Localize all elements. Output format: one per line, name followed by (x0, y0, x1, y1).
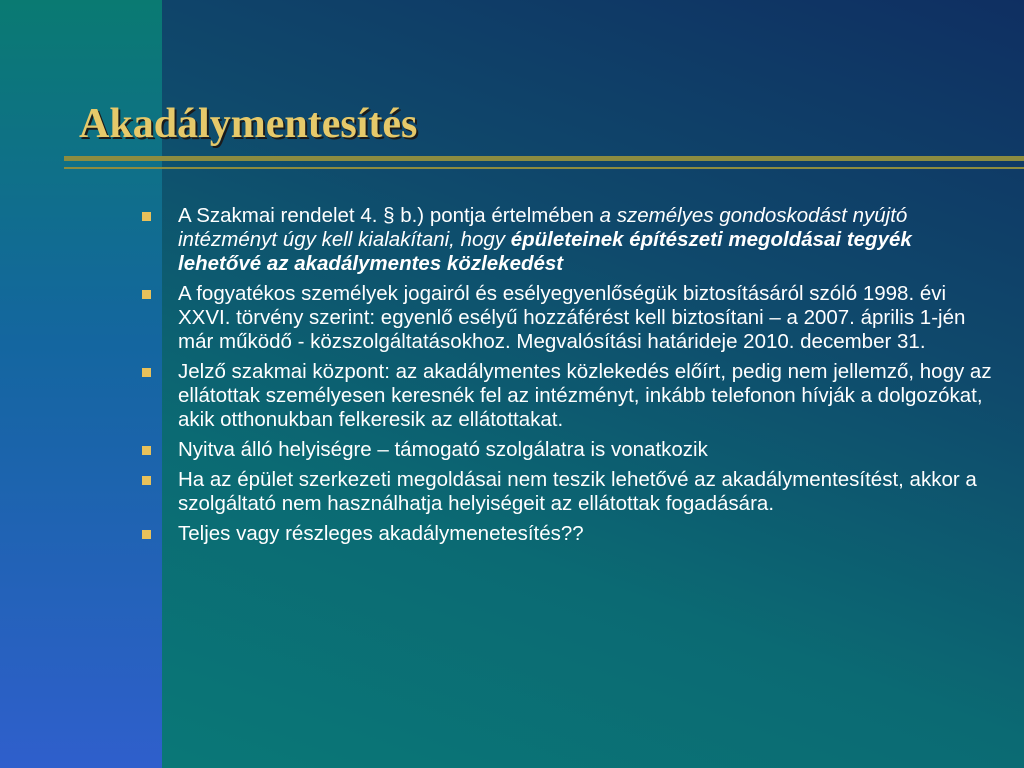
title-underline-thick (64, 156, 1024, 161)
bullet-item (138, 438, 998, 462)
bullet-text: Ha az épület szerkezeti megoldásai nem teszik lehetővé az akadálymentesítést, akkor a szolgáltató nem használhatja helyiségeit az ellátottak fogadására. (178, 468, 977, 515)
bullet-item (138, 204, 998, 276)
bullet-text: Teljes vagy részleges akadálymenetesítés?? (178, 522, 584, 545)
bullet-text: Jelző szakmai központ: az akadálymentes közlekedés előírt, pedig nem jellemző, hogy az ellátottak személyesen keresnék fel az intézményt, inkább telefonon hívják a dolgozókat, akik otthonukban felkeresik az ellátottakat. (178, 360, 992, 431)
bullet-text: A fogyatékos személyek jogairól és esélyegyenlőségük biztosításáról szóló 1998. évi XXVI. törvény szerint: egyenlő esélyű hozzáférést kell biztosítani – a 2007. április 1-jén már működő - közszolgáltatásokhoz. Megvalósítási határideje 2010. december 31. (178, 282, 966, 353)
square-bullet-icon (142, 530, 151, 539)
square-bullet-icon (142, 476, 151, 485)
square-bullet-icon (142, 290, 151, 299)
bullet-text-regular: A Szakmai rendelet 4. § b.) pontja értelmében (178, 204, 600, 227)
title-underline-thin (64, 167, 1024, 169)
bullet-text: Nyitva álló helyiségre – támogató szolgálatra is vonatkozik (178, 438, 708, 461)
bullet-item (138, 360, 998, 432)
bullet-item (138, 282, 998, 354)
square-bullet-icon (142, 446, 151, 455)
square-bullet-icon (142, 368, 151, 377)
square-bullet-icon (142, 212, 151, 221)
bullet-list (138, 204, 998, 552)
bullet-item (138, 522, 998, 546)
slide-title: Akadálymentesítés (79, 101, 418, 147)
bullet-text-italic: a személyes gondoskodást nyújtó intézményt úgy kell kialakítani, hogy (178, 204, 908, 251)
bullet-text-bold-italic: épületeinek építészeti megoldásai tegyék lehetővé az akadálymentes közlekedést (178, 228, 912, 275)
bullet-item (138, 468, 998, 516)
